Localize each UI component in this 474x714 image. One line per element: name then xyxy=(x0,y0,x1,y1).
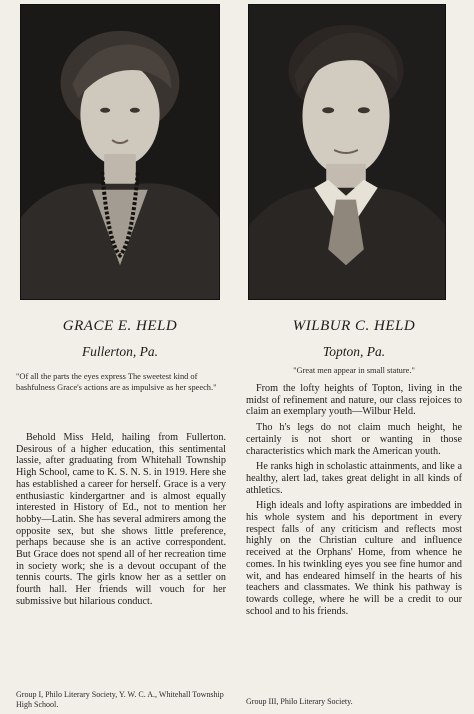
hometown: Topton, Pa. xyxy=(322,344,386,359)
biography-paragraph: He ranks high in scholastic attainments, and like a healthy, alert lad, takes great delight in all kinds of athletics. xyxy=(246,461,462,496)
portrait-photo-wilbur xyxy=(248,4,446,300)
biography-paragraph: High ideals and lofty aspirations are imbedded in his whole system and his deportment in every respect falls of any criticism and reflects most highly on the Christian culture and influence received at the Orphans' Home, from whence he comes. In his twinkling eyes you see fine humor and wit, and has endeared himself in the hearts of his teachers and classmates. We think his pathway is towards college, where he will be a credit to our school and to his friends. xyxy=(246,500,462,617)
portrait-image xyxy=(249,5,445,299)
affiliations: Group I, Philo Literary Society, Y. W. C. A., Whitehall Township High School. xyxy=(16,690,224,709)
quote: "Of all the parts the eyes express The sweetest kind of bashfulness Grace's actions are as impulsive as her speech." xyxy=(16,372,217,392)
biography-paragraph: From the lofty heights of Topton, living in the midst of refinement and nature, our class rejoices to claim an exemplary youth—Wilbur Held. xyxy=(246,383,462,418)
biography-paragraph: Tho h's legs do not claim much height, he certainly is not short or wanting in those characteristics which mark the American youth. xyxy=(246,422,462,457)
affiliations: Group III, Philo Literary Society. xyxy=(246,697,353,706)
portrait-image xyxy=(21,5,219,299)
biography-text xyxy=(246,383,462,621)
biography-text: Behold Miss Held, hailing from Fullerton. Desirous of a higher education, this sentimental lassie, after graduating from Whitehall Township High School, came to K. S. N. S. in 1919. Here she has established a career for herself. Grace is a very enthusiastic kindergartner and is almost equally interested in History of Ed., not to mention her hobby—Latin. She has several admirers among the opposite sex, but she shows little preference, perhaps because she is an active correspondent. But Grace does not spend all of her recreation time in society work; she is a devout occupant of the tennis courts. The girls know her as a settler on fourth hall. Her friends will vouch for her submissive but hilarious conduct. xyxy=(16,432,226,607)
quote: "Great men appear in small stature." xyxy=(293,366,415,375)
person-name: WILBUR C. HELD xyxy=(292,318,416,334)
hometown: Fullerton, Pa. xyxy=(81,344,159,359)
person-name: GRACE E. HELD xyxy=(62,318,178,334)
portrait-photo-grace xyxy=(20,4,220,300)
